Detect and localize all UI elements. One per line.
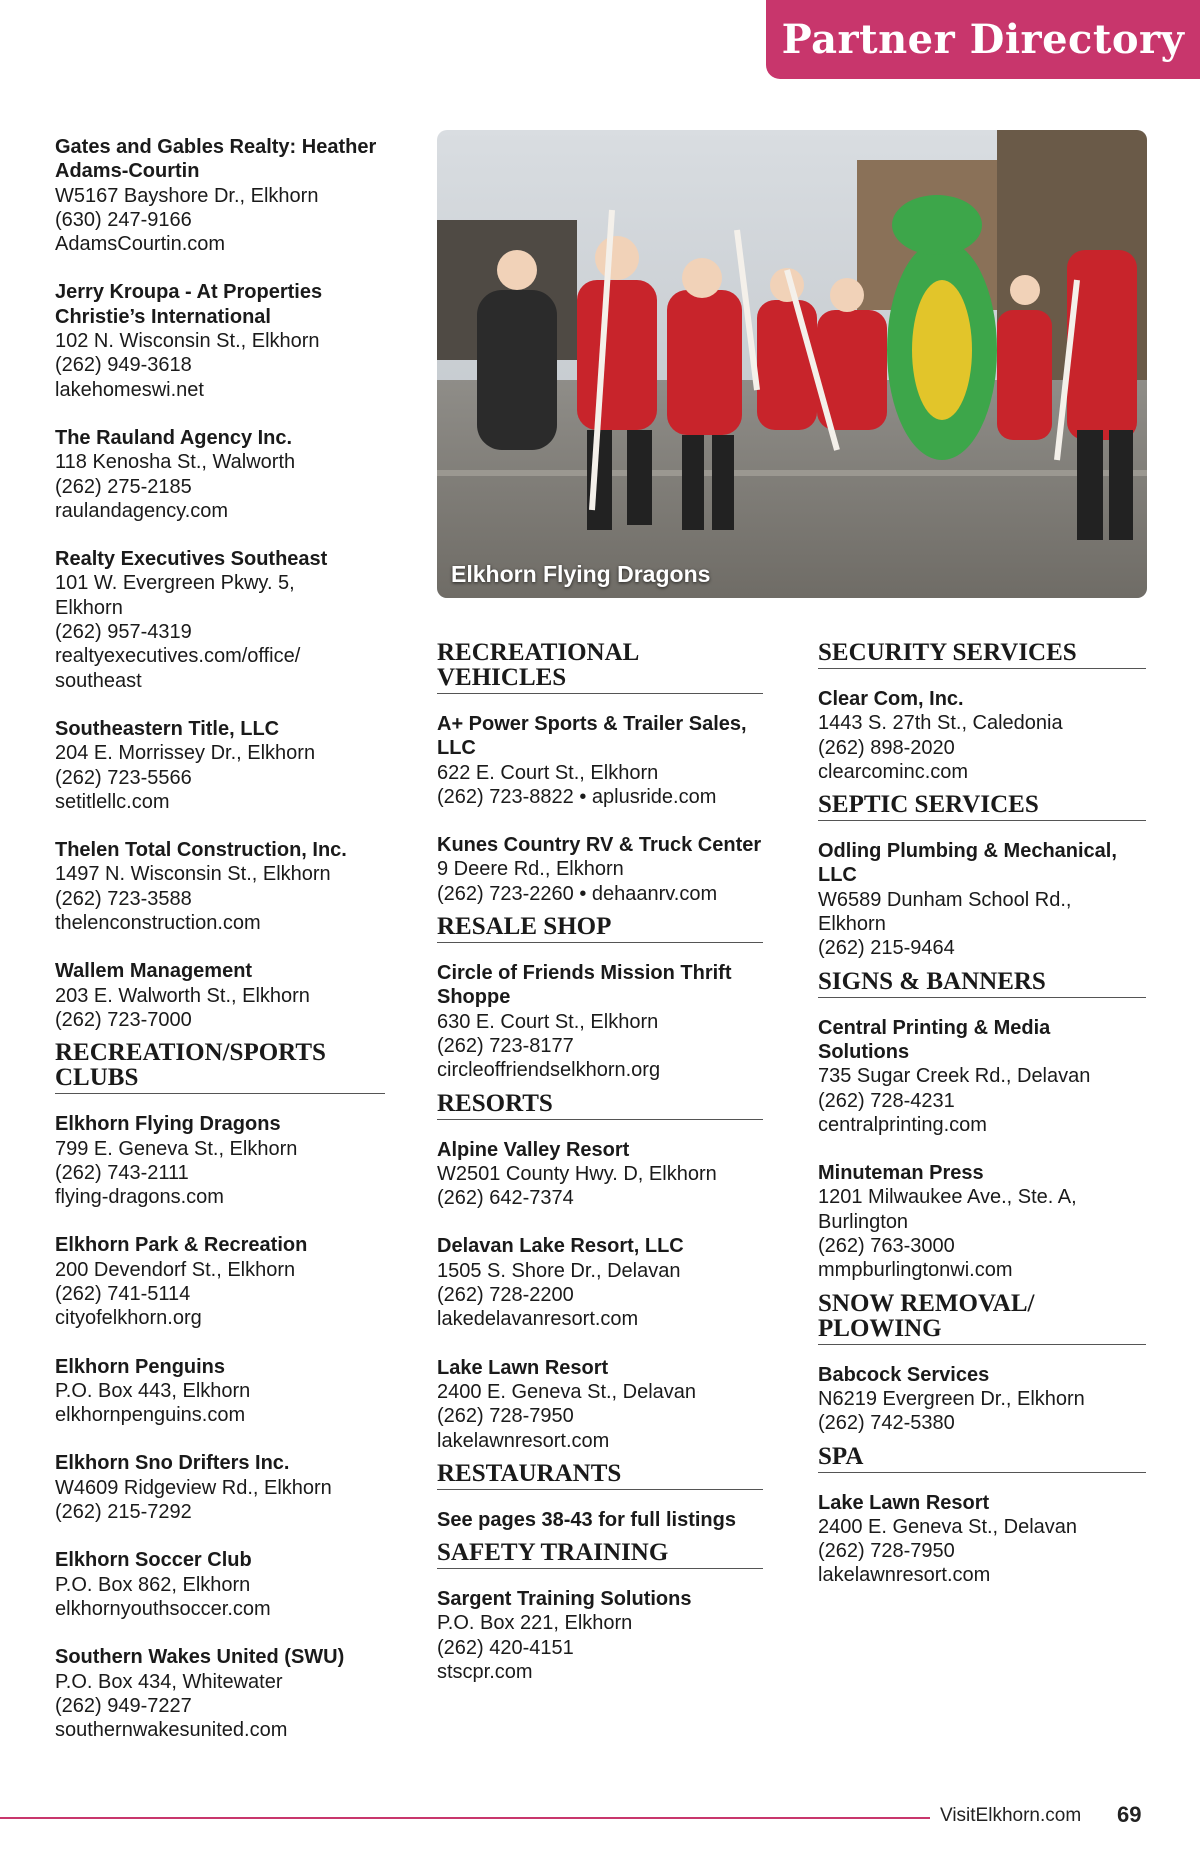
- directory-entry: [818, 687, 1146, 784]
- entry-detail: P.O. Box 434, Whitewater: [55, 1670, 283, 1693]
- directory-entry: [818, 1016, 1146, 1137]
- directory-section: [437, 1461, 763, 1532]
- directory-section: [437, 640, 763, 906]
- entry-detail: N6219 Evergreen Dr., Elkhorn: [818, 1387, 1085, 1410]
- entry-detail: (262) 728-2200: [437, 1284, 574, 1307]
- entry-detail: (262) 723-8177: [437, 1034, 574, 1057]
- entry-detail: (262) 215-7292: [55, 1501, 192, 1524]
- entry-detail: (262) 728-7950: [437, 1405, 574, 1428]
- section-heading: SAFETY TRAINING: [437, 1540, 763, 1569]
- entry-detail: W6589 Dunham School Rd.,: [818, 888, 1072, 911]
- entry-detail: 200 Devendorf St., Elkhorn: [55, 1258, 296, 1281]
- entry-detail: W2501 County Hwy. D, Elkhorn: [437, 1162, 717, 1185]
- section-heading: SIGNS & BANNERS: [818, 969, 1146, 998]
- entry-name: Thelen Total Construction, Inc.: [55, 839, 347, 862]
- entry-name: A+ Power Sports & Trailer Sales, LLC: [437, 713, 747, 760]
- entry-detail: 9 Deere Rd., Elkhorn: [437, 858, 624, 881]
- entry-detail: (262) 723-3588: [55, 887, 192, 910]
- entry-detail: 102 N. Wisconsin St., Elkhorn: [55, 330, 320, 353]
- entry-detail: Burlington: [818, 1210, 909, 1233]
- entry-detail: stscpr.com: [437, 1661, 533, 1684]
- directory-entry: [55, 959, 385, 1032]
- entry-name: Southern Wakes United (SWU): [55, 1646, 345, 1669]
- entry-detail: clearcominc.com: [818, 760, 969, 783]
- entry-detail: Elkhorn: [55, 596, 123, 619]
- entry-detail: (262) 723-5566: [55, 766, 192, 789]
- entry-detail: (262) 743-2111: [55, 1161, 189, 1184]
- entry-detail: (262) 723-7000: [55, 1008, 192, 1031]
- directory-section: [437, 1091, 763, 1453]
- directory-entry: [437, 1356, 763, 1453]
- entry-detail: W4609 Ridgeview Rd., Elkhorn: [55, 1476, 332, 1499]
- directory-entry: [55, 1451, 385, 1524]
- directory-entry: [55, 1233, 385, 1330]
- entry-detail: 1497 N. Wisconsin St., Elkhorn: [55, 863, 331, 886]
- entry-detail: P.O. Box 221, Elkhorn: [437, 1612, 633, 1635]
- entry-detail: (262) 723-2260 • dehaanrv.com: [437, 882, 718, 905]
- entry-detail: flying-dragons.com: [55, 1186, 224, 1209]
- page-number: 69: [1117, 1802, 1142, 1827]
- parade-photo: [437, 130, 1147, 598]
- entry-detail: (262) 728-4231: [818, 1089, 955, 1112]
- entry-detail: 1443 S. 27th St., Caledonia: [818, 712, 1063, 735]
- entry-name: Jerry Kroupa - At Properties Christie’s International: [55, 281, 323, 328]
- directory-entry: [55, 1645, 385, 1742]
- entry-name: Gates and Gables Realty: Heather Adams-Courtin: [55, 136, 377, 183]
- header-tab: [766, 0, 1200, 79]
- directory-entry: [437, 1587, 763, 1684]
- entry-name: The Rauland Agency Inc.: [55, 426, 293, 449]
- entry-detail: W5167 Bayshore Dr., Elkhorn: [55, 184, 319, 207]
- entry-name: Southeastern Title, LLC: [55, 717, 280, 740]
- directory-entry: [55, 1112, 385, 1209]
- entry-detail: (262) 420-4151: [437, 1636, 574, 1659]
- directory-entry: [55, 1548, 385, 1621]
- entry-detail: elkhornpenguins.com: [55, 1404, 246, 1427]
- entry-name: Babcock Services: [818, 1363, 990, 1386]
- entry-detail: 735 Sugar Creek Rd., Delavan: [818, 1065, 1091, 1088]
- entry-detail: 1505 S. Shore Dr., Delavan: [437, 1259, 681, 1282]
- directory-section: [818, 969, 1146, 1283]
- entry-detail: (262) 949-3618: [55, 354, 192, 377]
- entry-name: Elkhorn Soccer Club: [55, 1549, 252, 1572]
- entry-detail: southeast: [55, 669, 142, 692]
- directory-section: [818, 1444, 1146, 1588]
- section-heading: SECURITY SERVICES: [818, 640, 1146, 669]
- entry-detail: 118 Kenosha St., Walworth: [55, 451, 296, 474]
- entry-detail: southernwakesunited.com: [55, 1719, 288, 1742]
- directory-section: [55, 1040, 385, 1742]
- entry-detail: lakelawnresort.com: [437, 1429, 610, 1452]
- directory-entry: [818, 1363, 1146, 1436]
- directory-entry: [818, 839, 1146, 960]
- entry-detail: lakehomeswi.net: [55, 378, 204, 401]
- entry-detail: circleoffriendselkhorn.org: [437, 1059, 661, 1082]
- entry-detail: (262) 957-4319: [55, 621, 192, 644]
- entry-name: Realty Executives Southeast: [55, 548, 328, 571]
- directory-section: [437, 1540, 763, 1684]
- directory-entry: [818, 1491, 1146, 1588]
- entry-detail: centralprinting.com: [818, 1113, 987, 1136]
- section-heading: RESORTS: [437, 1091, 763, 1120]
- photo-caption: Elkhorn Flying Dragons: [451, 561, 711, 587]
- entry-detail: (262) 742-5380: [818, 1412, 955, 1435]
- directory-entry: [437, 1138, 763, 1211]
- entry-detail: 2400 E. Geneva St., Delavan: [437, 1380, 697, 1403]
- section-heading: RECREATIONAL VEHICLES: [437, 640, 763, 694]
- entry-name: Delavan Lake Resort, LLC: [437, 1235, 684, 1258]
- section-heading: SEPTIC SERVICES: [818, 792, 1146, 821]
- entry-detail: (262) 215-9464: [818, 937, 955, 960]
- entry-detail: 630 E. Court St., Elkhorn: [437, 1010, 659, 1033]
- section-heading: RECREATION/SPORTS CLUBS: [55, 1040, 385, 1094]
- directory-section: [818, 640, 1146, 784]
- entry-name: Elkhorn Flying Dragons: [55, 1113, 281, 1136]
- entry-detail: (262) 898-2020: [818, 736, 955, 759]
- directory-entry: [55, 135, 385, 256]
- entry-detail: (630) 247-9166: [55, 208, 192, 231]
- parade-photo-image: [437, 130, 1147, 598]
- directory-entry: [55, 838, 385, 935]
- directory-entry: [437, 1234, 763, 1331]
- footer-website: VisitElkhorn.com: [940, 1805, 1082, 1826]
- entry-name: Minuteman Press: [818, 1162, 984, 1185]
- entry-detail: lakedelavanresort.com: [437, 1308, 639, 1331]
- entry-name: Alpine Valley Resort: [437, 1138, 630, 1161]
- entry-detail: mmpburlingtonwi.com: [818, 1259, 1013, 1282]
- entry-detail: 2400 E. Geneva St., Delavan: [818, 1515, 1078, 1538]
- entry-detail: setitlellc.com: [55, 790, 170, 813]
- entry-detail: Elkhorn: [818, 913, 886, 936]
- entry-name: Lake Lawn Resort: [437, 1356, 609, 1379]
- entry-name: Wallem Management: [55, 960, 253, 983]
- entry-detail: (262) 642-7374: [437, 1187, 574, 1210]
- entry-detail: (262) 728-7950: [818, 1540, 955, 1563]
- entry-name: Elkhorn Sno Drifters Inc.: [55, 1452, 290, 1475]
- entry-detail: 622 E. Court St., Elkhorn: [437, 761, 659, 784]
- directory-column-2: [437, 640, 763, 1692]
- entry-detail: 101 W. Evergreen Pkwy. 5,: [55, 572, 295, 595]
- entry-name: Kunes Country RV & Truck Center: [437, 834, 762, 857]
- entry-name: See pages 38-43 for full listings: [437, 1508, 736, 1531]
- directory-column-3: [818, 640, 1146, 1596]
- section-heading: RESTAURANTS: [437, 1461, 763, 1490]
- directory-entry: [818, 1161, 1146, 1282]
- entry-detail: cityofelkhorn.org: [55, 1307, 202, 1330]
- directory-entry: [55, 717, 385, 814]
- entry-detail: (262) 763-3000: [818, 1235, 955, 1258]
- footer-rule: [0, 1817, 930, 1819]
- entry-detail: 1201 Milwaukee Ave., Ste. A,: [818, 1186, 1077, 1209]
- entry-name: Elkhorn Park & Recreation: [55, 1234, 308, 1257]
- entry-detail: (262) 741-5114: [55, 1282, 191, 1305]
- directory-entry: [437, 1508, 763, 1532]
- directory-section: [818, 1291, 1146, 1436]
- directory-entry: [437, 961, 763, 1082]
- entry-detail: AdamsCourtin.com: [55, 233, 226, 256]
- entry-detail: lakelawnresort.com: [818, 1564, 991, 1587]
- section-heading: SPA: [818, 1444, 1146, 1473]
- directory-entry: [55, 1355, 385, 1428]
- entry-detail: realtyexecutives.com/office/: [55, 645, 301, 668]
- entry-detail: 203 E. Walworth St., Elkhorn: [55, 984, 310, 1007]
- entry-detail: 799 E. Geneva St., Elkhorn: [55, 1137, 298, 1160]
- entry-detail: thelenconstruction.com: [55, 912, 261, 935]
- entry-name: Central Printing & Media Solutions: [818, 1016, 1051, 1063]
- directory-section: [818, 792, 1146, 960]
- entry-name: Sargent Training Solutions: [437, 1588, 692, 1611]
- entry-detail: P.O. Box 443, Elkhorn: [55, 1379, 251, 1402]
- directory-entry: [55, 426, 385, 523]
- section-heading: RESALE SHOP: [437, 914, 763, 943]
- entry-detail: 204 E. Morrissey Dr., Elkhorn: [55, 742, 316, 765]
- entry-detail: (262) 949-7227: [55, 1694, 192, 1717]
- entry-name: Lake Lawn Resort: [818, 1491, 990, 1514]
- entry-detail: (262) 723-8822 • aplusride.com: [437, 785, 717, 808]
- entry-name: Clear Com, Inc.: [818, 688, 964, 710]
- entry-detail: raulandagency.com: [55, 499, 229, 522]
- directory-section: [55, 135, 385, 1032]
- section-heading: SNOW REMOVAL/ PLOWING: [818, 1291, 1146, 1345]
- entry-detail: elkhornyouthsoccer.com: [55, 1597, 271, 1620]
- entry-name: Circle of Friends Mission Thrift Shoppe: [437, 962, 732, 1009]
- directory-entry: [55, 547, 385, 693]
- entry-name: Odling Plumbing & Mechanical, LLC: [818, 840, 1117, 887]
- directory-entry: [437, 833, 763, 906]
- directory-column-1: [55, 135, 385, 1750]
- page-title: Partner Directory: [781, 16, 1185, 63]
- directory-entry: [437, 712, 763, 809]
- entry-name: Elkhorn Penguins: [55, 1355, 226, 1378]
- directory-entry: [55, 280, 385, 401]
- entry-detail: (262) 275-2185: [55, 475, 192, 498]
- entry-detail: P.O. Box 862, Elkhorn: [55, 1573, 251, 1596]
- directory-section: [437, 914, 763, 1082]
